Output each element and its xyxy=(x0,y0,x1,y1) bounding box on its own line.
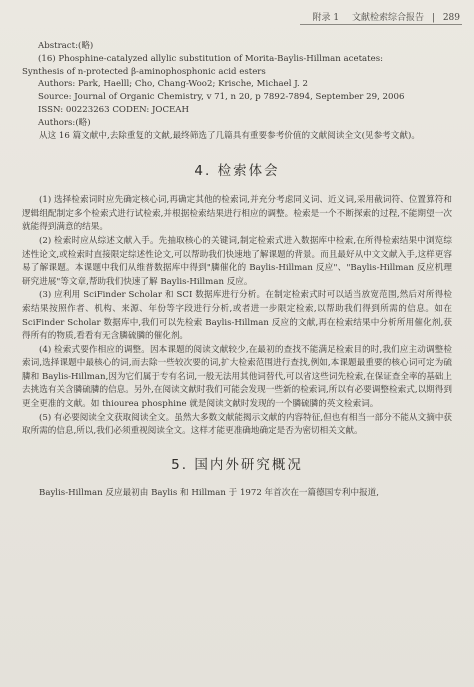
section4-paragraph-1: (1) 选择检索词时应先确定核心词,再确定其他的检索词,并充分考虑同义词、近义词,采用截词符、位置算符和逻辑组配制定多个检索式进行试检索,并根据检索结果进行相应的调整。检索是一个不断探索的过程,不能期望一次就能得到满意的结果。 xyxy=(22,195,452,233)
section4-paragraph-3: (3) 应利用 SciFinder Scholar 和 SCI 数据库进行分析。在制定检索式时可以适当放宽范围,然后对所得检索结果按照作者、机构、来源、年份等字段进行分析,或者进一步限定检索,以帮助我们得到所需的信息。如在 SciFinder Scholar 数据库中,我们可以先检索 Baylis-Hillman 反应的文献,再在检索结果中分析所用催化剂,获得所有的物质,看看有无含膦硫膦的催化剂。 xyxy=(22,290,452,342)
reference-item-number: (16) xyxy=(38,53,56,64)
summary-paragraph: 从这 16 篇文献中,去除重复的文献,最终筛选了几篇具有重要参考价值的文献阅读全文(见参考文献)。 xyxy=(39,130,420,141)
reference-title-1: Phosphine-catalyzed allylic substitution of Morita-Baylis-Hillman acetates: xyxy=(58,53,383,64)
section-heading-5: 5. 国内外研究概况 xyxy=(171,456,303,473)
reference-abstract: Abstract:(略) xyxy=(38,41,94,51)
section4-paragraph-5: (5) 有必要阅读全文获取阅读全文。虽然大多数文献能揭示文献的内容特征,但也有相当一部分不能从文摘中获取所需的信息,所以,我们必须重视阅读全文。这样才能更准确地确定是否为密切相关文献。 xyxy=(22,412,452,437)
section4-paragraph-4: (4) 检索式要作相应的调整。因本课题的阅读文献较少,在最初的查找不能满足检索目的时,我们应主动调整检索词,选择课题中最核心的词,而去除一些较次要的词,扩大检索范围进行查找,例如,本课题最重要的核心词可定为硫膦和 Baylis-Hillman,因为它们属于专有名词,一般无法用其他词替代,可以省这些词先检索,在保证查全率的基础上去挑选有关含膦硫膦的信息。另外,在阅读文献时我们可能会发现一些新的检索词,所以有必要调整检索式,以期得到更全更准的文献。如 thiourea phosphine 就是阅读文献时发现的一个膦硫膦的英文检索词。 xyxy=(22,344,452,410)
reference-authors: Authors: Park, Haelll; Cho, Chang-Woo2; Krische, Michael J. 2 xyxy=(38,79,308,90)
page-content xyxy=(22,40,452,500)
section-heading-4: 4. 检索体会 xyxy=(194,163,280,180)
header-appendix: 附录 1 xyxy=(312,13,340,23)
header-title: 文献检索综合报告 xyxy=(352,13,425,23)
section5-paragraph-1: Baylis-Hillman 反应最初由 Baylis 和 Hillman 于 1972 年首次在一篇德国专利中报道, xyxy=(39,487,379,498)
reference-issn: ISSN: 00223263 CODEN: JOCEAH xyxy=(38,104,189,115)
header-rule xyxy=(300,24,462,25)
reference-title-line-1 xyxy=(22,53,452,66)
running-header: 附录 1 文献检索综合报告 | 289 xyxy=(312,13,460,23)
reference-authors-2: Authors:(略) xyxy=(38,117,91,128)
section4-paragraph-2: (2) 检索时应从综述文献入手。先抽取核心的关键词,制定检索式进入数据库中检索,在所得检索结果中浏览综述性论文,或检索时直接限定综述性论文,可以帮助我们快速地了解课题的背景。而且最好从中文文献入手,这样更容易了解课题。本课题中我们从维普数据库中得到"膦催化的 Baylis-Hillman 反应"、"Baylis-Hillman 反应机理研究进展"等文章,帮助我们快速了解 Baylis-Hillman 反应。 xyxy=(22,235,452,287)
reference-title-line-2: Synthesis of n-protected β-aminophosphonic acid esters xyxy=(22,66,266,77)
page-number: 289 xyxy=(442,13,460,23)
reference-source: Source: Journal of Organic Chemistry, v 71, n 20, p 7892-7894, September 29, 2006 xyxy=(38,92,405,103)
